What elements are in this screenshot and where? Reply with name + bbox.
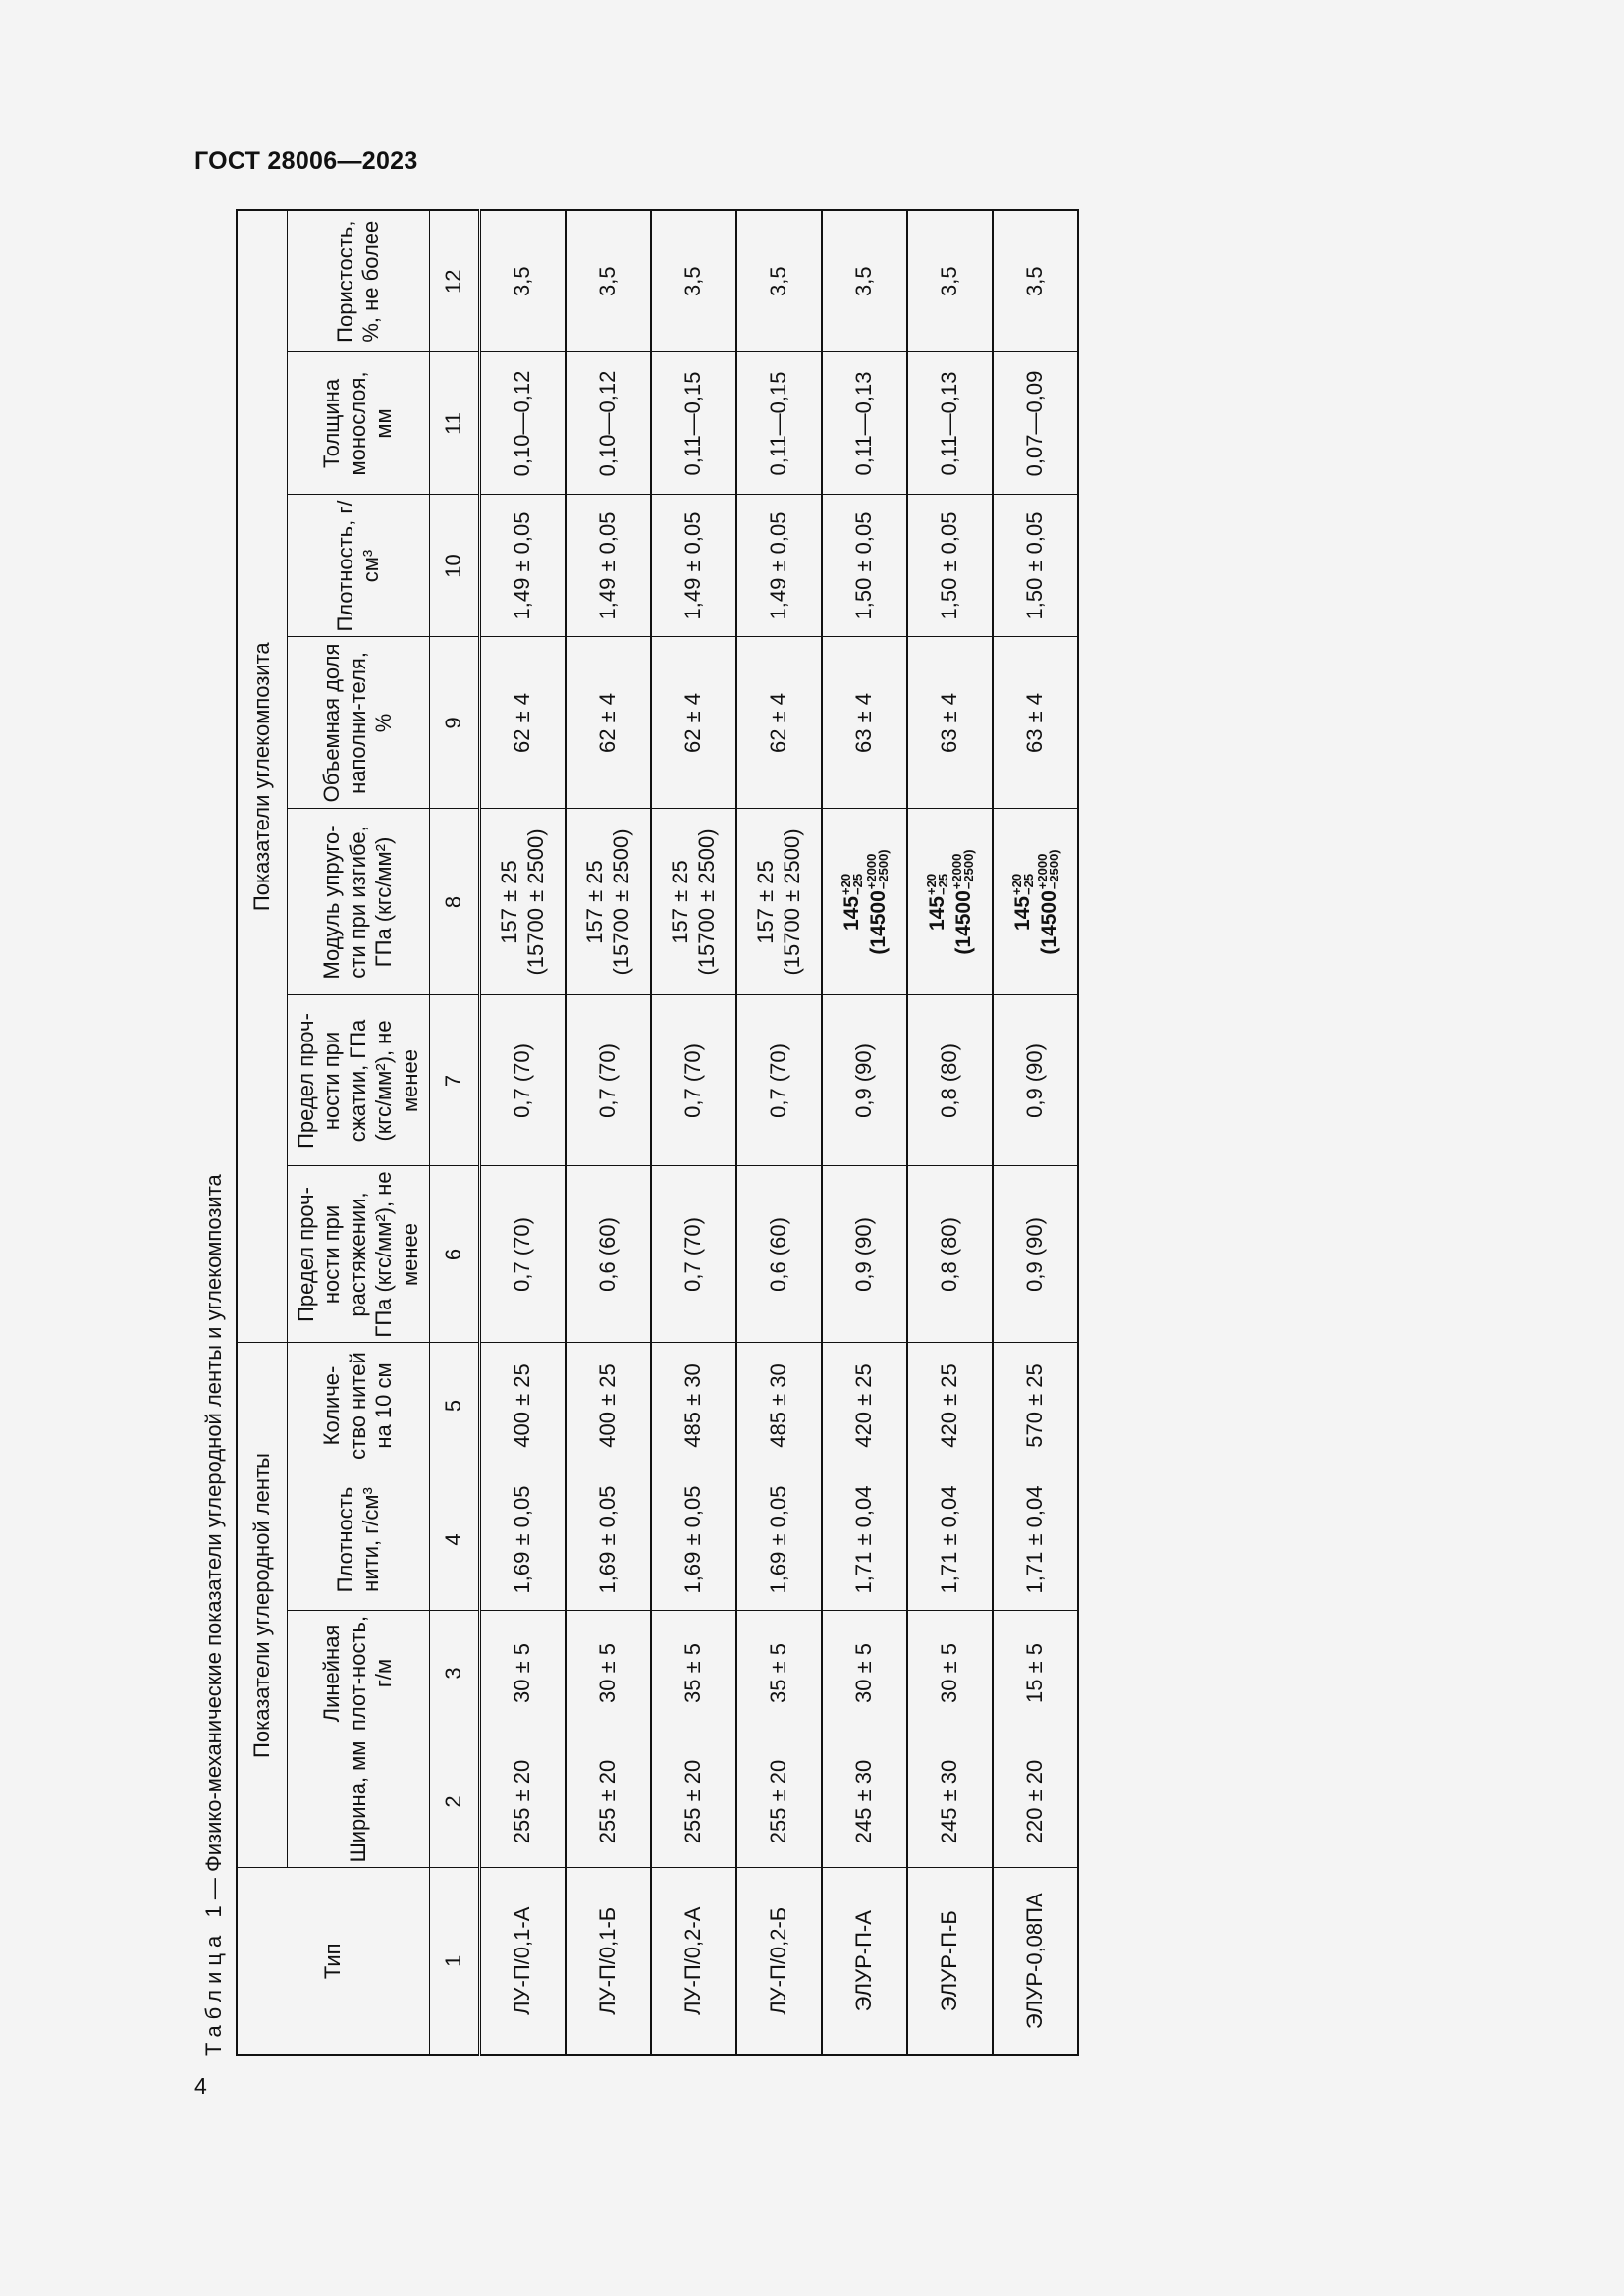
column-number: 7 [430,995,480,1166]
header-tensile: Предел проч-ности при растяжении, ГПа (кгс/мм²), не менее [288,1166,430,1343]
modulus-kgs: (14500 +2000 −2500) [864,849,892,955]
cell-linear-density: 30 ± 5 [566,1611,651,1735]
cell-width: 255 ± 20 [736,1735,822,1868]
cell-monolayer: 0,11—0,13 [907,352,993,495]
modulus-kgs: (15700 ± 2500) [693,828,719,976]
modulus-gpa: 157 ± 25 [753,860,779,944]
cell-density: 1,49 ± 0,05 [736,495,822,637]
header-type: Тип [237,1868,430,2055]
modulus-kgs: (14500 +2000 −2500) [949,849,977,955]
header-compressive: Предел проч-ности при сжатии, ГПа (кгс/мм²), не менее [288,995,430,1166]
modulus-kgs: (14500 +2000 −2500) [1035,849,1062,955]
cell-fiber-density: 1,71 ± 0,04 [822,1468,907,1611]
table-caption [194,230,234,2056]
cell-porosity: 3,5 [822,210,907,352]
cell-tensile: 0,8 (80) [907,1166,993,1343]
column-number: 8 [430,809,480,995]
cell-compressive: 0,7 (70) [566,995,651,1166]
modulus-gpa: 145 +20 −25 [923,873,950,932]
cell-type: ЛУ-П/0,2-Б [736,1868,822,2055]
cell-fiber-density: 1,69 ± 0,05 [651,1468,736,1611]
cell-type: ЭЛУР-П-Б [907,1868,993,2055]
cell-fiber-density: 1,69 ± 0,05 [736,1468,822,1611]
column-header-row [288,210,430,2055]
cell-tensile: 0,6 (60) [736,1166,822,1343]
header-density: Плотность, г/см³ [288,495,430,637]
cell-width: 245 ± 30 [907,1735,993,1868]
cell-thread-count: 420 ± 25 [822,1343,907,1468]
cell-type: ЭЛУР-0,08ПА [993,1868,1078,2055]
modulus-gpa: 157 ± 25 [582,860,608,944]
cell-porosity: 3,5 [651,210,736,352]
group-header-tape: Показатели углеродной ленты [237,1343,288,1868]
column-number: 6 [430,1166,480,1343]
cell-density: 1,49 ± 0,05 [651,495,736,637]
cell-monolayer: 0,07—0,09 [993,352,1078,495]
column-number: 3 [430,1611,480,1735]
cell-linear-density: 30 ± 5 [480,1611,567,1735]
group-header-row [237,210,288,2055]
cell-thread-count: 400 ± 25 [566,1343,651,1468]
cell-linear-density: 35 ± 5 [736,1611,822,1735]
table-row [822,210,907,2055]
cell-width: 255 ± 20 [566,1735,651,1868]
cell-monolayer: 0,11—0,15 [651,352,736,495]
cell-thread-count: 400 ± 25 [480,1343,567,1468]
table-row [566,210,651,2055]
cell-fiber-density: 1,71 ± 0,04 [993,1468,1078,1611]
header-porosity: Пористость, %, не более [288,210,430,352]
cell-tensile: 0,7 (70) [480,1166,567,1343]
cell-compressive: 0,7 (70) [480,995,567,1166]
cell-volume-fraction: 62 ± 4 [736,637,822,809]
column-number: 5 [430,1343,480,1468]
table-row [993,210,1078,2055]
table-caption-text: — Физико-механические показатели углеродной ленты и углекомпозита [201,1174,226,1900]
cell-tensile: 0,6 (60) [566,1166,651,1343]
column-number: 4 [430,1468,480,1611]
cell-tensile: 0,9 (90) [993,1166,1078,1343]
cell-density: 1,49 ± 0,05 [566,495,651,637]
cell-type: ЛУ-П/0,1-А [480,1868,567,2055]
cell-density: 1,50 ± 0,05 [907,495,993,637]
cell-modulus [993,809,1078,995]
cell-modulus [651,809,736,995]
modulus-gpa: 145 +20 −25 [1008,873,1036,932]
modulus-gpa: 157 ± 25 [668,860,693,944]
cell-width: 255 ± 20 [480,1735,567,1868]
cell-compressive: 0,9 (90) [822,995,907,1166]
table-caption-label: Таблица [201,1929,226,2056]
cell-thread-count: 420 ± 25 [907,1343,993,1468]
cell-monolayer: 0,11—0,13 [822,352,907,495]
header-volume-fraction: Объемная доля наполни-теля, % [288,637,430,809]
cell-modulus [907,809,993,995]
cell-monolayer: 0,11—0,15 [736,352,822,495]
cell-fiber-density: 1,71 ± 0,04 [907,1468,993,1611]
table-body [237,210,1078,2055]
document-code: ГОСТ 28006—2023 [194,147,418,175]
cell-modulus [480,809,567,995]
rotated-table-block [194,220,1070,2056]
cell-volume-fraction: 62 ± 4 [651,637,736,809]
cell-linear-density: 30 ± 5 [907,1611,993,1735]
cell-tensile: 0,7 (70) [651,1166,736,1343]
cell-volume-fraction: 62 ± 4 [566,637,651,809]
modulus-gpa: 145 +20 −25 [838,873,865,932]
cell-type: ЛУ-П/0,2-А [651,1868,736,2055]
table-row [480,210,567,2055]
column-number: 10 [430,495,480,637]
cell-fiber-density: 1,69 ± 0,05 [480,1468,567,1611]
header-monolayer: Толщина монослоя, мм [288,352,430,495]
table-row [651,210,736,2055]
header-linear-density: Линейная плот-ность, г/м [288,1611,430,1735]
table-caption-number: 1 [201,1905,226,1918]
column-number: 1 [430,1868,480,2055]
cell-fiber-density: 1,69 ± 0,05 [566,1468,651,1611]
cell-porosity: 3,5 [480,210,567,352]
cell-type: ЭЛУР-П-А [822,1868,907,2055]
cell-modulus [736,809,822,995]
cell-monolayer: 0,10—0,12 [566,352,651,495]
column-number: 12 [430,210,480,352]
cell-linear-density: 30 ± 5 [822,1611,907,1735]
cell-modulus [822,809,907,995]
cell-linear-density: 15 ± 5 [993,1611,1078,1735]
cell-width: 255 ± 20 [651,1735,736,1868]
header-fiber-density: Плотность нити, г/см³ [288,1468,430,1611]
cell-linear-density: 35 ± 5 [651,1611,736,1735]
cell-porosity: 3,5 [993,210,1078,352]
cell-compressive: 0,9 (90) [993,995,1078,1166]
cell-porosity: 3,5 [907,210,993,352]
cell-volume-fraction: 63 ± 4 [907,637,993,809]
cell-width: 245 ± 30 [822,1735,907,1868]
cell-width: 220 ± 20 [993,1735,1078,1868]
cell-porosity: 3,5 [736,210,822,352]
cell-porosity: 3,5 [566,210,651,352]
cell-compressive: 0,7 (70) [736,995,822,1166]
column-number-row [430,210,480,2055]
cell-volume-fraction: 63 ± 4 [822,637,907,809]
group-header-composite: Показатели углекомпозита [237,210,288,1343]
modulus-kgs: (15700 ± 2500) [522,828,548,976]
column-number: 9 [430,637,480,809]
table-row [907,210,993,2055]
cell-volume-fraction: 63 ± 4 [993,637,1078,809]
modulus-kgs: (15700 ± 2500) [608,828,633,976]
column-number: 2 [430,1735,480,1868]
cell-thread-count: 485 ± 30 [651,1343,736,1468]
cell-density: 1,49 ± 0,05 [480,495,567,637]
cell-compressive: 0,8 (80) [907,995,993,1166]
cell-modulus [566,809,651,995]
cell-volume-fraction: 62 ± 4 [480,637,567,809]
cell-thread-count: 485 ± 30 [736,1343,822,1468]
modulus-kgs: (15700 ± 2500) [779,828,804,976]
cell-density: 1,50 ± 0,05 [993,495,1078,637]
table-row [736,210,822,2055]
page-number: 4 [194,2073,207,2099]
header-thread-count: Количе-ство нитей на 10 см [288,1343,430,1468]
header-width: Ширина, мм [288,1735,430,1868]
cell-density: 1,50 ± 0,05 [822,495,907,637]
properties-table [236,209,1079,2056]
cell-compressive: 0,7 (70) [651,995,736,1166]
cell-tensile: 0,9 (90) [822,1166,907,1343]
cell-type: ЛУ-П/0,1-Б [566,1868,651,2055]
modulus-gpa: 157 ± 25 [497,860,522,944]
cell-monolayer: 0,10—0,12 [480,352,567,495]
header-modulus: Модуль упруго-сти при изгибе, ГПа (кгс/мм²) [288,809,430,995]
column-number: 11 [430,352,480,495]
cell-thread-count: 570 ± 25 [993,1343,1078,1468]
